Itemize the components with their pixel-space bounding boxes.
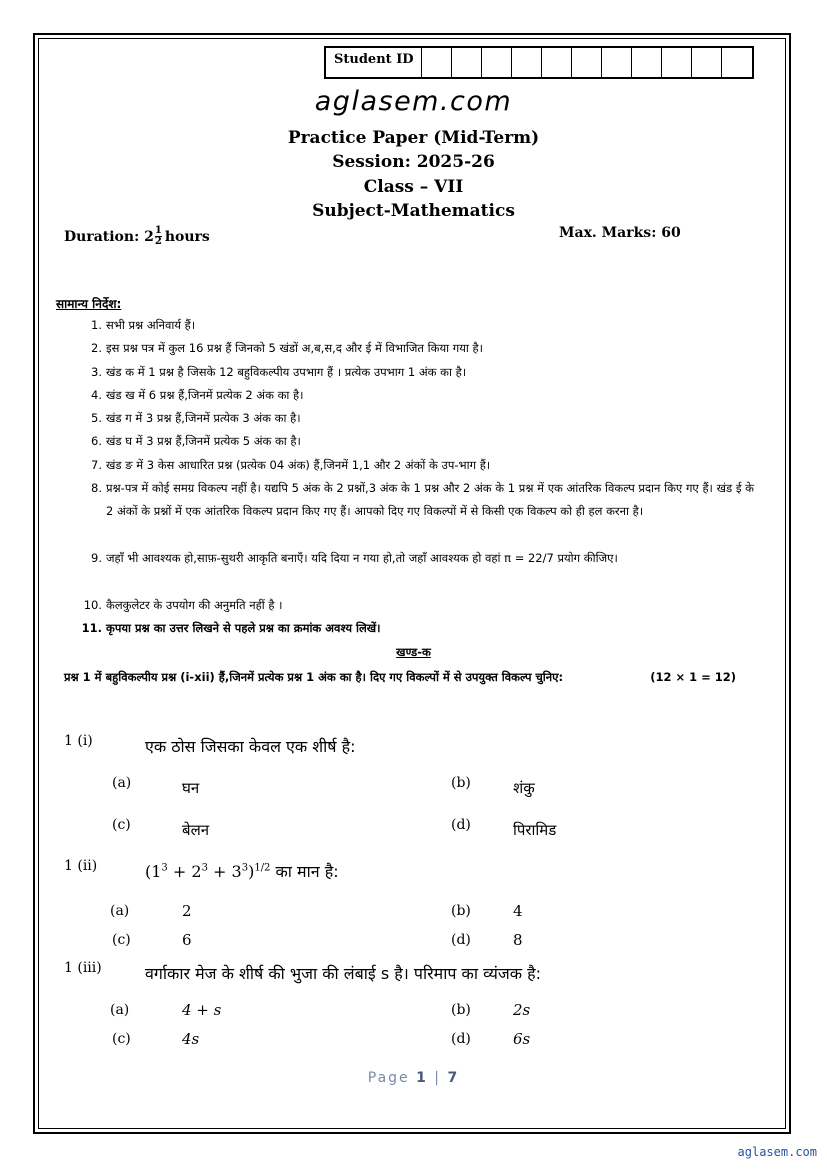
instruction-item: 11. कृपया प्रश्न का उत्तर लिखने से पहले प्रश्न का क्रमांक अवश्य लिखें। (81, 621, 381, 635)
student-id-cell[interactable] (422, 48, 452, 77)
question-text: वर्गाकार मेज के शीर्ष की भुजा की लंबाई s है। परिमाप का व्यंजक है: (145, 964, 541, 983)
student-id-cell[interactable] (722, 48, 752, 77)
duration: Duration: 2 $\frac{1}{2}$ hours (64, 225, 210, 247)
instruction-item: 4. खंड ख में 6 प्रश्न हैं,जिनमें प्रत्येक 2 अंक का है। (91, 388, 304, 402)
instructions-heading: सामान्य निर्देश: (56, 297, 122, 311)
option-label: (c) (112, 932, 131, 948)
option-label: (b) (451, 903, 471, 919)
page-number: Page 1 | 7 (367, 1070, 460, 1086)
instruction-item: 7. खंड ङ में 3 केस आधारित प्रश्न (प्रत्येक 04 अंक) हैं,जिनमें 1,1 और 2 अंकों के उप-भाग हैं। (91, 458, 491, 472)
session-line: Session: 2025-26 (332, 152, 495, 172)
option-label: (a) (110, 1002, 130, 1018)
instruction-item: 5. खंड ग में 3 प्रश्न हैं,जिनमें प्रत्येक 3 अंक का है। (91, 411, 301, 425)
footer-site-link[interactable]: aglasem.com (737, 1145, 817, 1159)
option-label: (b) (451, 775, 471, 791)
section-a-marks: (12 × 1 = 12) (650, 670, 736, 684)
student-id-box (324, 46, 754, 79)
student-id-cell[interactable] (632, 48, 662, 77)
class-line: Class – VII (363, 177, 464, 197)
brand-logo: aglasem.com (314, 86, 513, 117)
instruction-item: 3. खंड क में 1 प्रश्न है जिसके 12 बहुविकल्पीय उपभाग हैं । प्रत्येक उपभाग 1 अंक का है। (91, 365, 467, 379)
student-id-cell[interactable] (692, 48, 722, 77)
student-id-cell[interactable] (572, 48, 602, 77)
section-a-intro: प्रश्न 1 में बहुविकल्पीय प्रश्न (i-xii) हैं,जिनमें प्रत्येक प्रश्न 1 अंक का है। दिए गए विकल्पों में से उपयुक्त विकल्प चुनिए: (12 × 1 = 12) (64, 666, 736, 688)
student-id-cell[interactable] (512, 48, 542, 77)
option-value[interactable]: घन (182, 779, 200, 797)
option-value[interactable]: 2s (513, 1001, 531, 1019)
duration-fraction: $\frac{1}{2}$ (154, 225, 162, 247)
student-id-cell[interactable] (542, 48, 572, 77)
student-id-cell[interactable] (452, 48, 482, 77)
option-label: (d) (451, 817, 471, 833)
student-id-cell[interactable] (602, 48, 632, 77)
student-id-cell[interactable] (482, 48, 512, 77)
option-value[interactable]: 4 (513, 902, 523, 920)
option-value[interactable]: बेलन (182, 821, 210, 839)
option-value[interactable]: 8 (513, 931, 523, 949)
option-label: (d) (451, 1031, 471, 1047)
option-value[interactable]: शंकु (513, 779, 535, 797)
option-value[interactable]: 4s (182, 1030, 200, 1048)
option-label: (a) (110, 903, 130, 919)
instruction-item: 6. खंड घ में 3 प्रश्न हैं,जिनमें प्रत्येक 5 अंक का है। (91, 434, 301, 448)
student-id-cell[interactable] (662, 48, 692, 77)
option-label: (c) (112, 817, 131, 833)
question-text: एक ठोस जिसका केवल एक शीर्ष है: (145, 737, 356, 756)
question-number: 1 (i) (64, 733, 93, 749)
option-label: (b) (451, 1002, 471, 1018)
max-marks: Max. Marks: 60 (559, 225, 681, 241)
option-label: (a) (112, 775, 132, 791)
option-label: (c) (112, 1031, 131, 1047)
instruction-item: 10. कैलकुलेटर के उपयोग की अनुमति नहीं है । (83, 598, 283, 612)
instruction-item: 2. इस प्रश्न पत्र में कुल 16 प्रश्न हैं जिनको 5 खंडों अ,ब,स,द और ई में विभाजित किया गया है। (91, 341, 483, 355)
question-number: 1 (iii) (64, 960, 102, 976)
question-number: 1 (ii) (64, 858, 98, 874)
instruction-item: 9. जहाँ भी आवश्यक हो,साफ़-सुथरी आकृति बनाएँ। यदि दिया न गया हो,तो जहाँ आवश्यक हो वहां π = 22/7 प्रयोग कीजिए। (91, 551, 618, 565)
option-value[interactable]: 2 (182, 902, 192, 920)
option-value[interactable]: 6s (513, 1030, 531, 1048)
subject-line: Subject-Mathematics (312, 201, 515, 221)
section-a-heading: खण्ड-क (396, 645, 431, 659)
student-id-label: Student ID (326, 48, 422, 77)
option-value[interactable]: पिरामिड (513, 821, 557, 839)
instruction-item: 8. प्रश्न-पत्र में कोई समग्र विकल्प नहीं है। यद्यपि 5 अंक के 2 प्रश्नों,3 अंक के 1 प्रश्न और 2 अंक के 1 प्रश्न में एक आंतरिक विकल्प प्रदान किए गए हैं। खंड ई के 2 अंकों के प्रश्नों में एक आंतरिक विकल्प प्रदान किए गए हैं। आपको दिए गए विकल्पों में से किसी एक विकल्प को ही हल करना है। (91, 481, 754, 518)
math-expression: $(1^3 + 2^3 + 3^3)^{1/2}$ (145, 862, 271, 881)
paper-title: Practice Paper (Mid-Term) (287, 128, 540, 148)
question-text: $(1^3 + 2^3 + 3^3)^{1/2}$ का मान है: (145, 862, 339, 881)
option-value[interactable]: 6 (182, 931, 192, 949)
option-label: (d) (451, 932, 471, 948)
instruction-item: 1. सभी प्रश्न अनिवार्य हैं। (91, 318, 196, 332)
option-value[interactable]: 4 + s (182, 1001, 222, 1019)
